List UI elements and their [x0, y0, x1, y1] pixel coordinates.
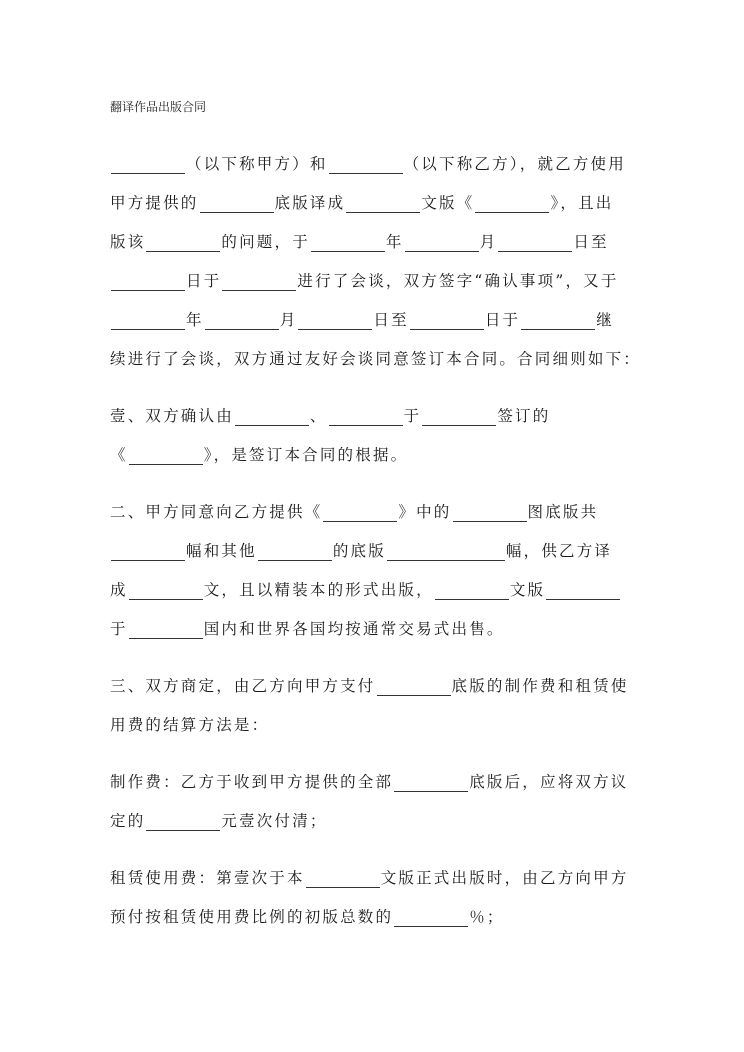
blank-field[interactable]	[329, 157, 403, 174]
clause-3-line	[110, 711, 269, 735]
blank-field[interactable]	[475, 196, 549, 213]
blank-field[interactable]	[129, 622, 203, 639]
text-segment: 于	[403, 407, 422, 425]
text-segment: 》，且出	[550, 194, 614, 212]
blank-field[interactable]	[498, 235, 572, 252]
paragraph-line	[110, 189, 614, 213]
text-segment: ％；	[469, 908, 505, 926]
blank-field[interactable]	[205, 313, 279, 330]
text-segment: 甲方提供的	[110, 194, 199, 212]
text-segment: （以下称乙方），就乙方使用	[403, 155, 626, 173]
clause-2-line	[110, 615, 505, 639]
blank-field[interactable]	[422, 409, 496, 426]
text-segment: 文版《	[421, 194, 475, 212]
blank-field[interactable]	[111, 157, 185, 174]
text-segment: 年	[186, 311, 204, 329]
blank-field[interactable]	[111, 274, 185, 291]
text-segment: 幅，供乙方译	[505, 542, 613, 560]
paragraph-line	[110, 228, 609, 252]
text-segment: 三、双方商定，由乙方向甲方支付	[110, 677, 376, 695]
paragraph-line	[110, 345, 641, 369]
blank-field[interactable]	[235, 409, 309, 426]
blank-field[interactable]	[306, 871, 380, 888]
text-segment: 版该	[110, 233, 146, 251]
text-segment: 租赁使用费：第壹次于本	[110, 869, 305, 887]
text-segment: 日至	[373, 311, 409, 329]
blank-field[interactable]	[435, 583, 509, 600]
text-segment: 续进行了会谈，双方通过友好会谈同意签订本合同。合同细则如下：	[110, 350, 642, 368]
text-segment: 继	[596, 311, 614, 329]
text-segment: 月	[279, 311, 298, 329]
blank-field[interactable]	[129, 583, 203, 600]
blank-field[interactable]	[346, 196, 420, 213]
text-segment: 《	[110, 446, 128, 464]
blank-field[interactable]	[394, 910, 468, 927]
clause-2-line	[110, 576, 621, 600]
text-segment: 文，且以精装本的形式出版，	[203, 581, 434, 599]
text-segment: 幅和其他	[186, 542, 257, 560]
text-segment: 国内和世界各国均按通常交易式出售。	[203, 620, 505, 638]
blank-field[interactable]	[200, 196, 274, 213]
blank-field[interactable]	[146, 814, 220, 831]
text-segment: 定的	[110, 812, 146, 830]
rental-fee-line	[110, 903, 505, 927]
document-title: 翻译作品出版合同	[110, 100, 207, 114]
blank-field[interactable]	[377, 679, 451, 696]
blank-field[interactable]	[410, 313, 484, 330]
text-segment: 底版的制作费和租赁使	[451, 677, 629, 695]
blank-field[interactable]	[298, 313, 372, 330]
blank-field[interactable]	[258, 544, 332, 561]
text-segment: 文版正式出版时，由乙方向甲方	[380, 869, 629, 887]
text-segment: 二、甲方同意向乙方提供《	[110, 503, 323, 521]
blank-field[interactable]	[111, 313, 185, 330]
text-segment: 壹、双方确认由	[110, 407, 234, 425]
clause-3-line	[110, 672, 629, 696]
text-segment: 、	[309, 407, 328, 425]
text-segment: 》中的	[398, 503, 452, 521]
blank-field[interactable]	[111, 544, 185, 561]
rental-fee-line	[110, 864, 629, 888]
text-segment: 元壹次付清；	[221, 812, 328, 830]
blank-field[interactable]	[146, 235, 220, 252]
clause-1-line	[110, 441, 408, 465]
blank-field[interactable]	[129, 448, 203, 465]
blank-field[interactable]	[546, 583, 620, 600]
paragraph-line	[110, 150, 626, 174]
text-segment: 日于	[186, 272, 222, 290]
blank-field[interactable]	[222, 274, 296, 291]
text-segment: 底版译成	[274, 194, 346, 212]
paragraph-line	[110, 267, 619, 291]
text-segment: 图底版共	[527, 503, 599, 521]
text-segment: 预付按租赁使用费比例的初版总数的	[110, 908, 394, 926]
text-segment: 月	[479, 233, 498, 251]
clause-1-line	[110, 402, 550, 426]
text-segment: 文版	[509, 581, 546, 599]
text-segment: 的底版	[332, 542, 386, 560]
blank-field[interactable]	[387, 544, 505, 561]
blank-field[interactable]	[329, 409, 403, 426]
text-segment: 》，是签订本合同的根据。	[203, 446, 409, 464]
text-segment: 制作费：乙方于收到甲方提供的全部	[110, 773, 394, 791]
text-segment: 日于	[484, 311, 521, 329]
text-segment: （以下称甲方）和	[186, 155, 328, 173]
blank-field[interactable]	[311, 235, 385, 252]
blank-field[interactable]	[323, 505, 397, 522]
text-segment: 成	[110, 581, 128, 599]
text-segment: 的问题，于	[221, 233, 310, 251]
text-segment: 进行了会谈，双方签字“确认事项”，又于	[297, 272, 619, 290]
text-segment: 日至	[573, 233, 609, 251]
clause-2-line	[110, 537, 612, 561]
blank-field[interactable]	[405, 235, 479, 252]
text-segment: 用费的结算方法是：	[110, 716, 270, 734]
blank-field[interactable]	[521, 313, 595, 330]
text-segment: 年	[385, 233, 404, 251]
text-segment: 签订的	[497, 407, 551, 425]
blank-field[interactable]	[453, 505, 527, 522]
blank-field[interactable]	[394, 775, 468, 792]
production-fee-line	[110, 807, 328, 831]
text-segment: 底版后，应将双方议	[469, 773, 629, 791]
text-segment: 于	[110, 620, 128, 638]
production-fee-line	[110, 768, 629, 792]
clause-2-line	[110, 498, 598, 522]
paragraph-line	[110, 306, 614, 330]
